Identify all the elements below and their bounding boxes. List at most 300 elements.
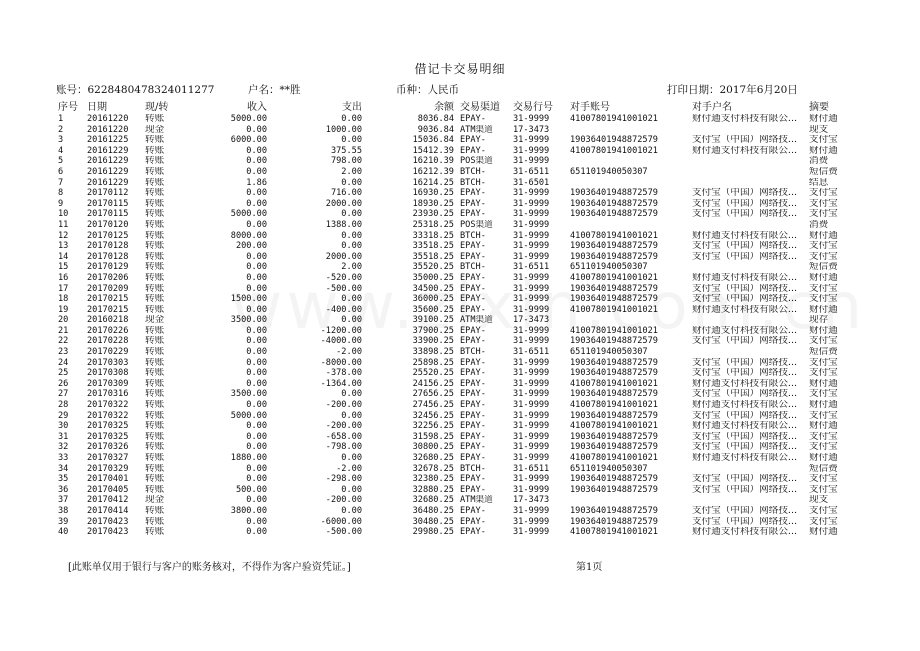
cell-cash-transfer: 转账 [145,272,165,283]
cell-balance: 35520.25 [412,262,454,273]
cell-summary: 财付通 [809,272,838,283]
cell-bank-code: 31-9999 [513,389,550,400]
cell-income: 0.00 [246,378,267,389]
col-header-date: 日期 [87,102,107,113]
cell-cash-transfer: 转账 [145,241,165,252]
cell-cash-transfer: 转账 [145,114,165,124]
table-row [56,517,850,528]
account-number: 账号：6228480478324011277 [56,84,215,96]
cell-channel: EPAY- [460,336,486,347]
table-row [56,231,850,242]
table-row [56,432,850,443]
cell-income: 0.00 [246,156,267,167]
cell-income: 0.00 [246,463,267,474]
cell-seq: 17 [58,283,69,294]
cell-income: 0.00 [246,421,267,432]
col-header-balance: 余额 [434,102,454,113]
cell-seq: 35 [58,474,69,485]
cell-counterparty-account [568,220,690,231]
cell-channel: EPAY- [460,251,486,262]
table-row [56,114,850,125]
cell-channel: BTCH- [460,262,486,273]
cell-channel: ATM渠道 [460,315,493,326]
cell-counterparty-name: 支付宝（中国）网络技... [692,188,798,199]
cell-summary: 支付宝 [809,505,838,516]
cell-balance: 32680.25 [412,453,454,463]
cell-seq: 19 [58,304,69,315]
cell-balance: 25520.25 [412,368,454,379]
print-date: 打印日期：2017年6月20日 [667,84,798,96]
cell-cash-transfer: 转账 [145,209,165,220]
cell-counterparty-account [568,156,690,167]
cell-summary: 财付通 [809,453,838,463]
cell-bank-code: 31-9999 [513,145,550,156]
cell-counterparty-name: 支付宝（中国）网络技... [692,484,798,495]
cell-bank-code: 31-9999 [513,516,550,527]
cell-expense: 1388.00 [325,219,362,230]
cell-channel: EPAY- [460,209,486,220]
cell-seq: 1 [58,114,64,124]
cell-summary: 财付通 [809,378,838,389]
cell-seq: 23 [58,347,69,358]
cell-expense: 2.00 [341,166,362,177]
cell-summary: 现支 [809,495,829,506]
cell-income: 3500.00 [230,315,267,326]
col-header-bank-code: 交易行号 [513,102,553,113]
cell-channel: POS渠道 [460,219,493,230]
cell-channel: EPAY- [460,484,486,495]
cell-summary: 支付宝 [809,251,838,262]
cell-balance: 32678.25 [412,463,454,474]
cell-counterparty-name: 财付通支付科技有限公... [692,527,798,538]
cell-counterparty-account: 19036401948872579 [570,251,658,262]
cell-income: 3800.00 [230,505,267,516]
cell-cash-transfer: 转账 [145,156,165,167]
cell-counterparty-name: 财付通支付科技有限公... [692,114,798,124]
cell-balance: 15036.84 [412,135,454,146]
table-row [56,209,850,220]
cell-counterparty-name: 支付宝（中国）网络技... [692,251,798,262]
cell-counterparty-name: 财付通支付科技有限公... [692,230,798,241]
cell-summary: 财付通 [809,304,838,315]
cell-counterparty-account: 651101940050307 [570,166,648,177]
transaction-table [56,101,850,538]
cell-seq: 21 [58,325,69,336]
cell-counterparty-name [690,125,807,136]
cell-expense: -2.00 [336,347,362,358]
cell-cash-transfer: 转账 [145,198,165,209]
table-row [56,495,850,506]
cell-summary: 支付宝 [809,442,838,453]
cell-counterparty-account: 19036401948872579 [570,188,658,199]
cell-bank-code: 31-6511 [513,166,550,177]
cell-income: 0.00 [246,516,267,527]
cell-seq: 7 [58,177,64,188]
cell-date: 20170423 [87,516,129,527]
cell-cash-transfer: 转账 [145,166,165,177]
cell-summary: 支付宝 [809,241,838,252]
cell-date: 20170112 [87,188,129,199]
cell-counterparty-name: 财付通支付科技有限公... [692,421,798,432]
cell-channel: EPAY- [460,368,486,379]
cell-expense: -798.00 [325,442,362,453]
cell-counterparty-account: 41007801941001021 [570,114,658,124]
cell-balance: 37900.25 [412,325,454,336]
cell-summary: 财付通 [809,114,838,124]
cell-cash-transfer: 转账 [145,283,165,294]
cell-date: 20170322 [87,410,129,421]
cell-bank-code: 31-9999 [513,400,550,411]
cell-counterparty-account [568,495,690,506]
cell-bank-code: 31-9999 [513,527,550,538]
cell-cash-transfer: 转账 [145,357,165,368]
cell-cash-transfer: 转账 [145,219,165,230]
cell-seq: 24 [58,357,69,368]
cell-income: 1500.00 [230,294,267,305]
table-row [56,347,850,358]
cell-income: 0.00 [246,283,267,294]
cell-expense: -200.00 [325,421,362,432]
cell-cash-transfer: 转账 [145,177,165,188]
cell-seq: 34 [58,463,69,474]
cell-expense: -400.00 [325,304,362,315]
cell-counterparty-name: 财付通支付科技有限公... [692,325,798,336]
cell-counterparty-name [690,464,807,475]
cell-income: 1.86 [246,177,267,188]
cell-income: 5000.00 [230,410,267,421]
cell-date: 20170120 [87,219,129,230]
cell-seq: 2 [58,124,64,135]
cell-bank-code: 31-9999 [513,431,550,442]
statement-title: 借记卡交易明细 [414,62,506,76]
cell-summary: 财付通 [809,421,838,432]
cell-counterparty-account: 19036401948872579 [570,442,658,453]
cell-balance: 32456.25 [412,410,454,421]
cell-date: 20170215 [87,304,129,315]
table-row [56,326,850,337]
table-row [56,199,850,210]
table-header-row [56,101,850,114]
cell-income: 0.00 [246,145,267,156]
table-row [56,358,850,369]
cell-seq: 8 [58,188,64,199]
cell-bank-code: 31-9999 [513,304,550,315]
col-header-counterparty-account: 对手账号 [570,102,610,113]
cell-channel: ATM渠道 [460,495,493,506]
cell-summary: 支付宝 [809,484,838,495]
cell-bank-code: 31-9999 [513,283,550,294]
cell-date: 20170322 [87,400,129,411]
cell-channel: EPAY- [460,378,486,389]
cell-seq: 22 [58,336,69,347]
cell-summary: 支付宝 [809,389,838,400]
col-header-channel: 交易渠道 [460,102,500,113]
col-header-expense: 支出 [342,102,362,113]
cell-cash-transfer: 转账 [145,410,165,421]
cell-counterparty-name [690,167,807,178]
cell-seq: 33 [58,453,69,463]
cell-counterparty-name: 支付宝（中国）网络技... [692,389,798,400]
cell-date: 20170329 [87,463,129,474]
table-row [56,241,850,252]
cell-counterparty-account: 41007801941001021 [570,400,658,411]
cell-cash-transfer: 转账 [145,188,165,199]
cell-seq: 16 [58,272,69,283]
table-row [56,294,850,305]
cell-date: 20170228 [87,336,129,347]
cell-channel: EPAY- [460,410,486,421]
cell-channel: EPAY- [460,516,486,527]
table-row [56,178,850,189]
cell-income: 5000.00 [230,209,267,220]
cell-summary: 支付宝 [809,294,838,305]
cell-expense: -200.00 [325,400,362,411]
cell-channel: EPAY- [460,453,486,463]
cell-counterparty-account: 19036401948872579 [570,368,658,379]
cell-channel: EPAY- [460,325,486,336]
col-header-counterparty-name: 对手户名 [692,102,732,113]
disclaimer-note: [此账单仅用于银行与客户的账务核对，不得作为客户验资凭证。] [68,562,351,573]
table-row [56,167,850,178]
cell-summary: 短信费 [809,166,838,177]
cell-seq: 31 [58,431,69,442]
cell-seq: 3 [58,135,64,146]
cell-cash-transfer: 转账 [145,135,165,146]
cell-counterparty-name [690,178,807,189]
cell-counterparty-account: 19036401948872579 [570,484,658,495]
cell-seq: 5 [58,156,64,167]
cell-cash-transfer: 转账 [145,230,165,241]
cell-expense: 2.00 [341,262,362,273]
cell-counterparty-name: 支付宝（中国）网络技... [692,357,798,368]
cell-date: 20170115 [87,198,129,209]
cell-counterparty-account: 19036401948872579 [570,241,658,252]
cell-counterparty-name: 支付宝（中国）网络技... [692,442,798,453]
cell-seq: 12 [58,230,69,241]
cell-bank-code: 31-9999 [513,188,550,199]
cell-expense: -658.00 [325,431,362,442]
cell-seq: 30 [58,421,69,432]
cell-counterparty-name: 支付宝（中国）网络技... [692,209,798,220]
cell-channel: EPAY- [460,400,486,411]
cell-date: 20170129 [87,262,129,273]
cell-summary: 财付通 [809,230,838,241]
cell-counterparty-name: 支付宝（中国）网络技... [692,294,798,305]
table-row [56,485,850,496]
cell-bank-code: 31-9999 [513,251,550,262]
cell-counterparty-account: 19036401948872579 [570,389,658,400]
cell-balance: 25898.25 [412,357,454,368]
cell-channel: BTCH- [460,347,486,358]
cell-expense: -6000.00 [320,516,362,527]
cell-seq: 36 [58,484,69,495]
cell-income: 200.00 [235,241,267,252]
cell-expense: 0.00 [341,209,362,220]
cell-channel: EPAY- [460,188,486,199]
cell-channel: EPAY- [460,114,486,124]
cell-balance: 9036.84 [417,124,454,135]
cell-counterparty-account: 19036401948872579 [570,209,658,220]
cell-cash-transfer: 现金 [145,315,165,326]
cell-cash-transfer: 转账 [145,325,165,336]
cell-date: 20170316 [87,389,129,400]
cell-balance: 36000.25 [412,294,454,305]
cell-cash-transfer: 转账 [145,378,165,389]
cell-seq: 27 [58,389,69,400]
cell-counterparty-account: 19036401948872579 [570,336,658,347]
cell-summary: 支付宝 [809,368,838,379]
cell-date: 20161220 [87,114,129,124]
cell-bank-code: 17-3473 [513,315,550,326]
cell-counterparty-name [690,220,807,231]
cell-income: 8000.00 [230,230,267,241]
cell-date: 20161229 [87,166,129,177]
cell-cash-transfer: 转账 [145,421,165,432]
col-header-summary: 摘要 [809,102,829,113]
cell-bank-code: 31-9999 [513,474,550,485]
cell-date: 20170128 [87,241,129,252]
cell-seq: 18 [58,294,69,305]
cell-channel: EPAY- [460,527,486,538]
cell-counterparty-name: 财付通支付科技有限公... [692,304,798,315]
cell-date: 20170412 [87,495,129,506]
cell-expense: 0.00 [341,241,362,252]
cell-income: 0.00 [246,198,267,209]
cell-bank-code: 31-9999 [513,135,550,146]
cell-bank-code: 31-6501 [513,177,550,188]
cell-counterparty-account: 19036401948872579 [570,135,658,146]
cell-seq: 26 [58,378,69,389]
cell-channel: BTCH- [460,177,486,188]
cell-cash-transfer: 转账 [145,431,165,442]
cell-summary: 支付宝 [809,410,838,421]
cell-cash-transfer: 转账 [145,294,165,305]
cell-balance: 31598.25 [412,431,454,442]
table-row [56,135,850,146]
table-row [56,146,850,157]
cell-summary: 支付宝 [809,336,838,347]
cell-summary: 财付通 [809,527,838,538]
cell-cash-transfer: 转账 [145,400,165,411]
cell-counterparty-account: 651101940050307 [570,463,648,474]
cell-date: 20170206 [87,272,129,283]
cell-counterparty-account: 19036401948872579 [570,410,658,421]
cell-date: 20170423 [87,527,129,538]
cell-bank-code: 31-9999 [513,114,550,124]
cell-channel: EPAY- [460,421,486,432]
cell-expense: 0.00 [341,135,362,146]
table-row [56,368,850,379]
cell-income: 0.00 [246,124,267,135]
cell-bank-code: 31-9999 [513,198,550,209]
cell-counterparty-account: 19036401948872579 [570,198,658,209]
cell-counterparty-account: 41007801941001021 [570,421,658,432]
cell-summary: 支付宝 [809,357,838,368]
cell-seq: 6 [58,166,64,177]
cell-bank-code: 31-9999 [513,230,550,241]
cell-seq: 10 [58,209,69,220]
cell-counterparty-name: 财付通支付科技有限公... [692,400,798,411]
cell-income: 0.00 [246,442,267,453]
cell-balance: 25318.25 [412,219,454,230]
cell-date: 20161229 [87,177,129,188]
cell-counterparty-account: 41007801941001021 [570,272,658,283]
cell-channel: EPAY- [460,198,486,209]
cell-expense: 0.00 [341,453,362,463]
table-row [56,379,850,390]
cell-summary: 短信费 [809,347,838,358]
cell-balance: 36480.25 [412,505,454,516]
cell-counterparty-name: 支付宝（中国）网络技... [692,198,798,209]
currency: 币种：人民币 [396,84,459,96]
cell-counterparty-name: 财付通支付科技有限公... [692,378,798,389]
cell-channel: EPAY- [460,283,486,294]
cell-date: 20170215 [87,294,129,305]
cell-channel: BTCH- [460,166,486,177]
cell-balance: 24156.25 [412,378,454,389]
table-row [56,400,850,411]
col-header-cash-transfer: 现/转 [145,102,169,113]
cell-income: 0.00 [246,325,267,336]
cell-income: 0.00 [246,272,267,283]
cell-income: 0.00 [246,474,267,485]
cell-counterparty-account: 41007801941001021 [570,325,658,336]
cell-summary: 支付宝 [809,135,838,146]
cell-counterparty-account: 19036401948872579 [570,294,658,305]
table-row [56,453,850,464]
cell-summary: 支付宝 [809,209,838,220]
cell-counterparty-name [690,262,807,273]
cell-income: 3500.00 [230,389,267,400]
cell-income: 0.00 [246,304,267,315]
cell-expense: -200.00 [325,495,362,506]
cell-expense: 2000.00 [325,251,362,262]
cell-channel: EPAY- [460,294,486,305]
table-row [56,284,850,295]
cell-expense: -1364.00 [320,378,362,389]
cell-income: 0.00 [246,368,267,379]
cell-expense: 0.00 [341,315,362,326]
cell-channel: EPAY- [460,304,486,315]
cell-channel: BTCH- [460,230,486,241]
cell-balance: 15412.39 [412,145,454,156]
cell-summary: 财付通 [809,145,838,156]
cell-counterparty-account: 41007801941001021 [570,453,658,463]
cell-balance: 33900.25 [412,336,454,347]
cell-summary: 支付宝 [809,188,838,199]
table-row [56,220,850,231]
cell-summary: 财付通 [809,325,838,336]
cell-summary: 财付通 [809,400,838,411]
col-header-seq: 序号 [58,102,78,113]
cell-bank-code: 31-6511 [513,347,550,358]
table-row [56,474,850,485]
cell-channel: EPAY- [460,272,486,283]
table-row [56,273,850,284]
cell-expense: 0.00 [341,484,362,495]
table-row [56,442,850,453]
cell-bank-code: 31-9999 [513,378,550,389]
cell-expense: 716.00 [330,188,362,199]
cell-balance: 8036.84 [417,114,454,124]
cell-bank-code: 31-9999 [513,209,550,220]
cell-counterparty-name: 支付宝（中国）网络技... [692,505,798,516]
cell-counterparty-account [568,315,690,326]
cell-counterparty-name: 支付宝（中国）网络技... [692,135,798,146]
cell-counterparty-name: 财付通支付科技有限公... [692,453,798,463]
cell-expense: 375.55 [330,145,362,156]
cell-counterparty-name [690,347,807,358]
